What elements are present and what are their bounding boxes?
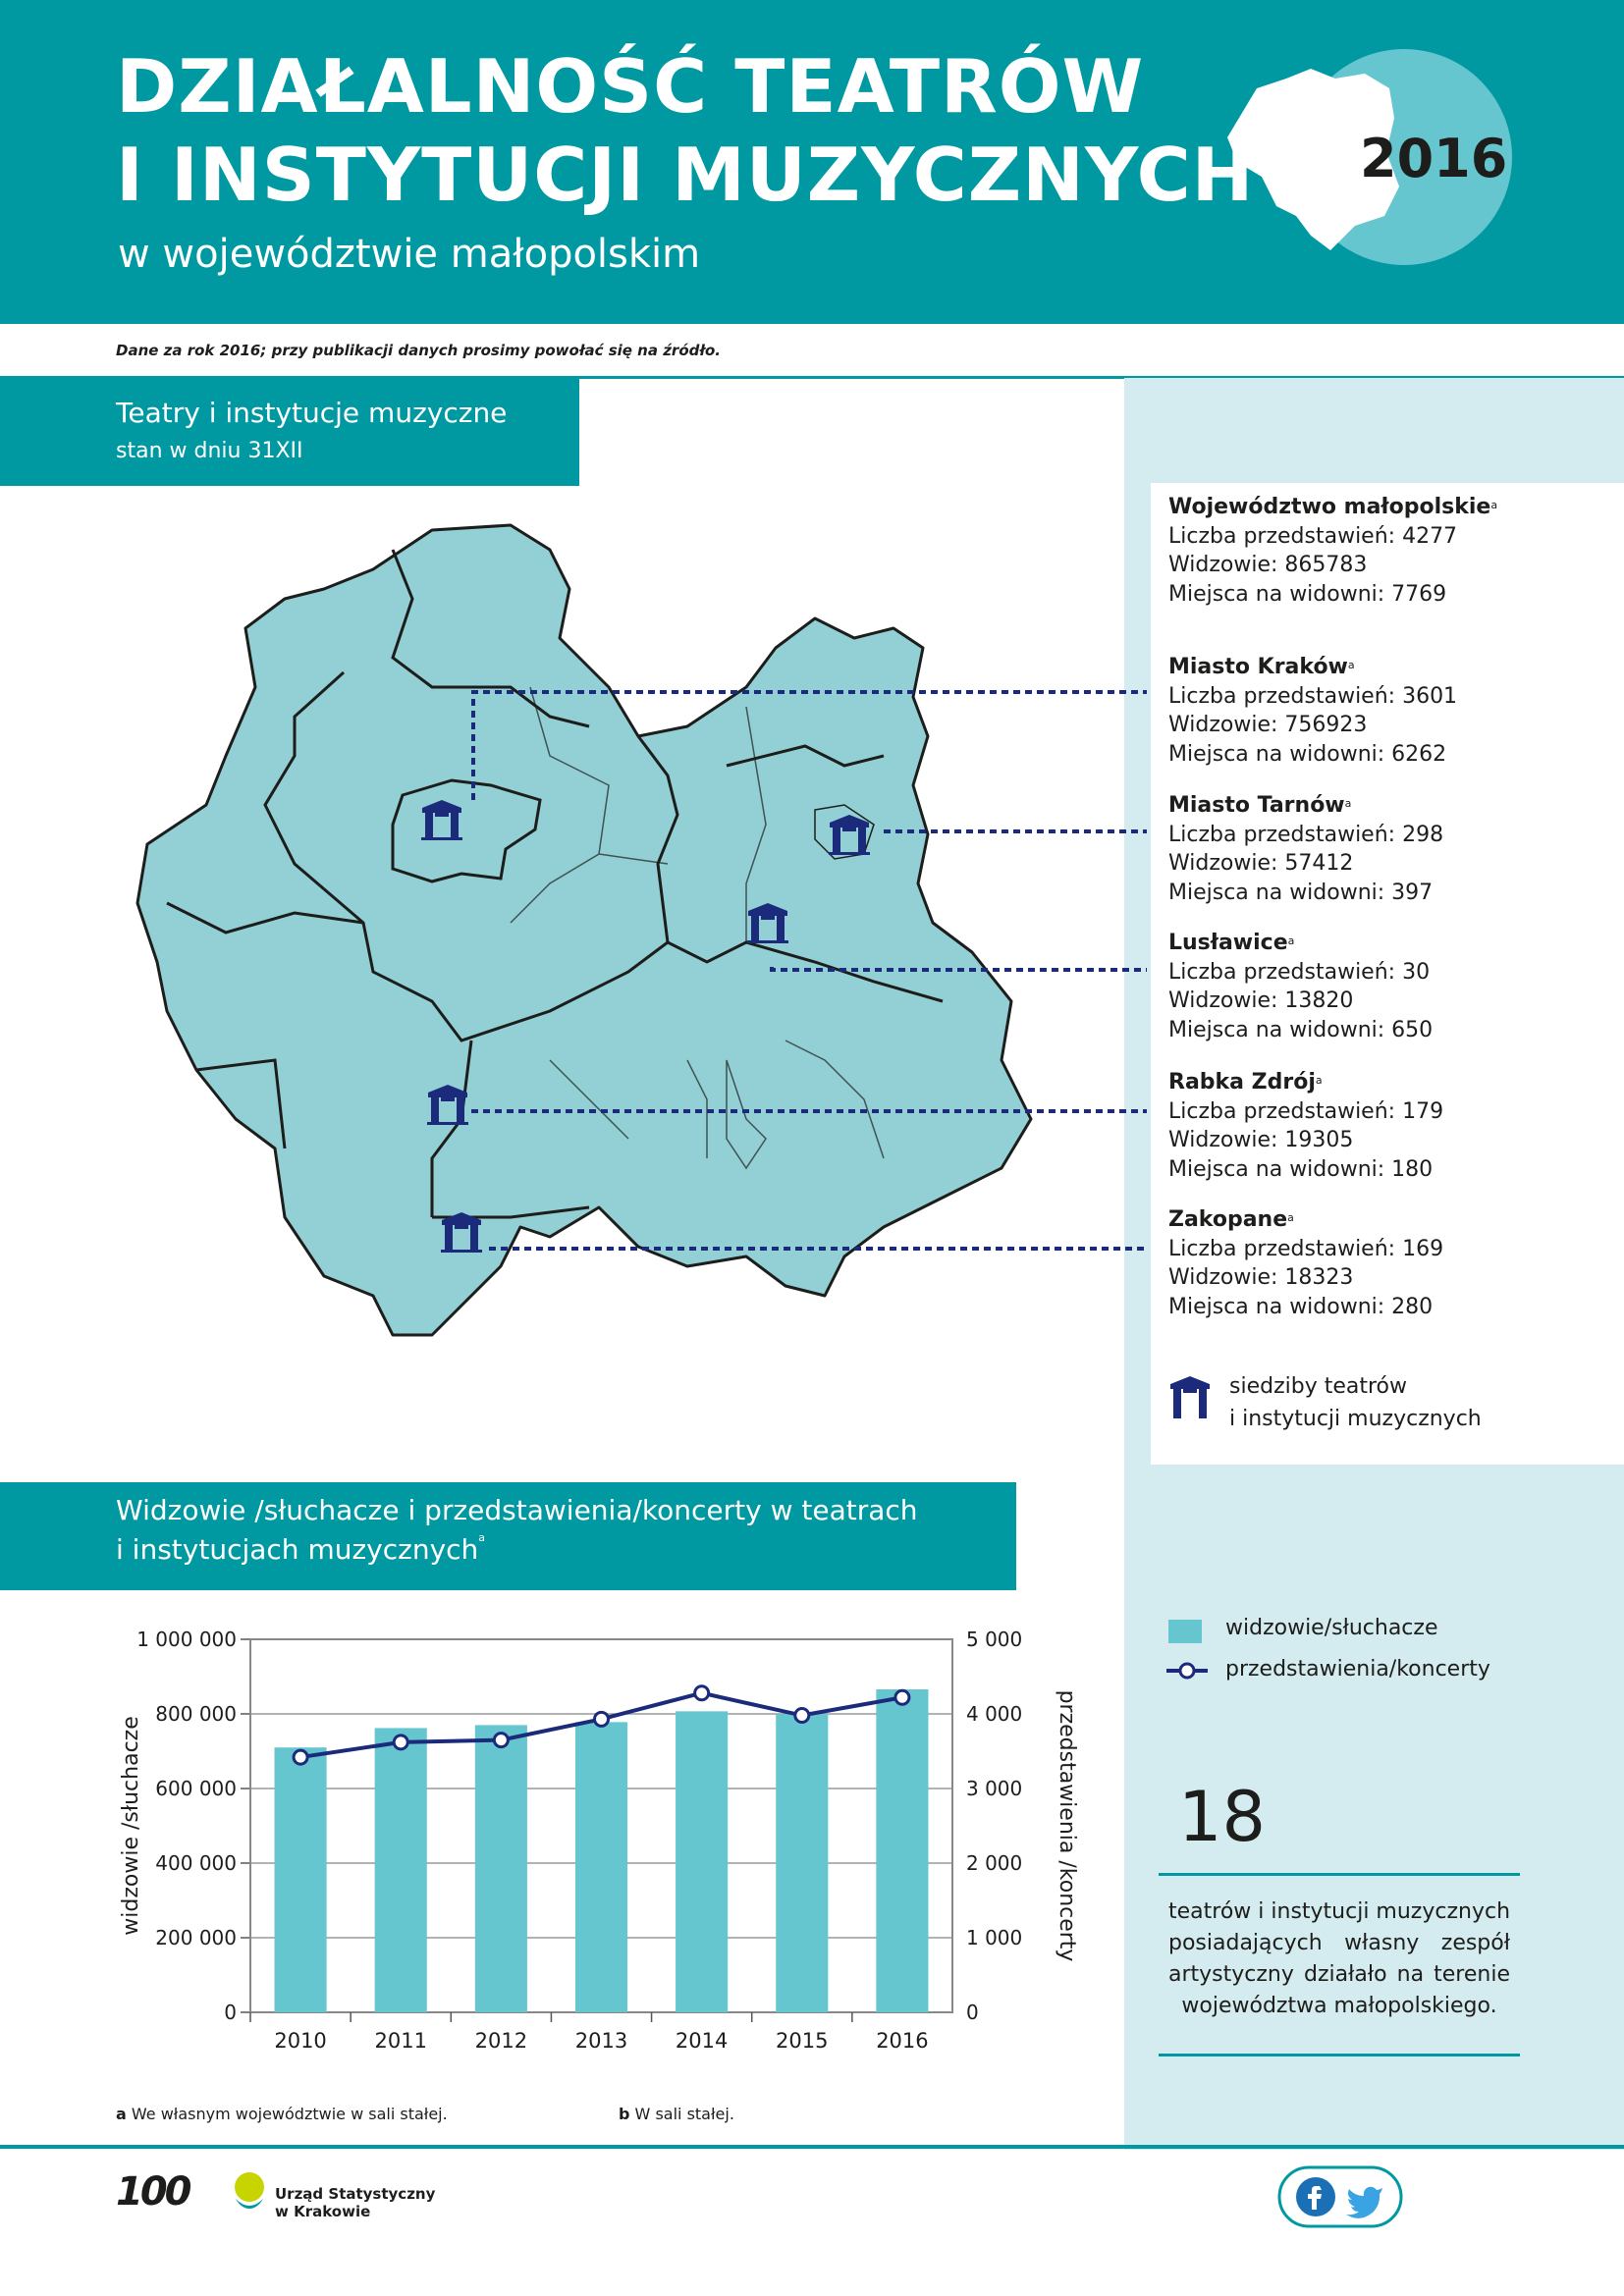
y-tick-label: 800 000: [155, 1702, 237, 1726]
line-point: [394, 1735, 407, 1749]
y2-tick-label: 4 000: [966, 1702, 1023, 1726]
location-zakopane: Zakopane$^a$ Liczba przedstawień: 169 Widzowie: 18323 Miejsca na widowni: 280: [1168, 1205, 1443, 1321]
x-tick-label: 2012: [474, 2029, 528, 2053]
twitter-icon[interactable]: [1346, 2187, 1382, 2218]
facebook-icon[interactable]: [1296, 2177, 1335, 2216]
fact-divider-bottom: [1159, 2054, 1520, 2056]
office-name-line1: Urząd Statystyczny: [275, 2185, 436, 2203]
social-links: [1276, 2164, 1404, 2229]
chart-section-title-line2: i instytucjach muzycznych$^a$: [116, 1531, 486, 1566]
line-point: [294, 1750, 307, 1764]
location-krakow: Miasto Kraków$^a$ Liczba przedstawień: 3601 Widzowie: 756923 Miejsca na widowni: 6262: [1168, 653, 1457, 769]
y-tick-label: 400 000: [155, 1851, 237, 1875]
footnote-b: [619, 2105, 734, 2123]
x-tick-label: 2010: [274, 2029, 327, 2053]
fact-number: 18: [1178, 1777, 1267, 1857]
footnote-a: [116, 2105, 448, 2123]
location-audience: Widzowie: 756923: [1168, 713, 1368, 737]
location-name: Zakopane: [1168, 1207, 1288, 1232]
location-seats: Miejsca na widowni: 180: [1168, 1156, 1434, 1182]
y-tick-label: 0: [224, 2001, 237, 2024]
fact-text: teatrów i instytucji muzycznych posiadających własny zespół artystyczny działało na terenie województwa małopolskiego.: [1168, 1899, 1511, 2018]
bar: [575, 1722, 627, 2012]
location-performances: Liczba przedstawień: 30: [1168, 959, 1431, 985]
x-tick-label: 2015: [776, 2029, 829, 2053]
y2-axis-label: przedstawienia /koncerty: [1055, 1689, 1079, 1962]
location-performances: Liczba przedstawień: 4277: [1168, 523, 1458, 549]
y-tick-label: 1 000 000: [136, 1628, 237, 1651]
location-audience: Widzowie: 57412: [1168, 851, 1354, 876]
map-legend-line2: i instytucji muzycznych: [1229, 1407, 1482, 1431]
legend-line-label: przedstawienia/koncerty: [1225, 1657, 1490, 1682]
gus-100-logo: 100: [116, 2169, 189, 2215]
fact-divider-top: [1159, 1873, 1520, 1876]
bar: [676, 1711, 728, 2012]
y2-tick-label: 0: [966, 2001, 979, 2024]
y-tick-label: 200 000: [155, 1926, 237, 1949]
map-section-subtitle: stan w dniu 31XII: [116, 439, 303, 463]
legend-line-swatch: [1164, 1659, 1210, 1682]
x-tick-label: 2014: [675, 2029, 729, 2053]
bar: [375, 1728, 427, 2012]
location-seats: Miejsca na widowni: 280: [1168, 1294, 1434, 1319]
theatre-icon: [1170, 1376, 1210, 1421]
y2-tick-label: 5 000: [966, 1628, 1023, 1651]
footnote-b-text: W sali stałej.: [634, 2105, 734, 2123]
x-tick-label: 2011: [374, 2029, 427, 2053]
location-audience: Widzowie: 13820: [1168, 988, 1354, 1013]
gus-logo-icon: [228, 2169, 271, 2213]
location-luslawice: Lusławice$^a$ Liczba przedstawień: 30 Widzowie: 13820 Miejsca na widowni: 650: [1168, 929, 1433, 1044]
location-wojewodztwo: Województwo małopolskie$^a$ Liczba przedstawień: 4277 Widzowie: 865783 Miejsca na widowni: 7769: [1168, 493, 1497, 609]
location-name: Miasto Tarnów: [1168, 793, 1345, 818]
location-seats: Miejsca na widowni: 650: [1168, 1017, 1434, 1042]
map-legend-text: [1229, 1370, 1482, 1435]
x-tick-label: 2016: [876, 2029, 929, 2053]
source-note: Dane za rok 2016; przy publikacji danych prosimy powołać się na źródło.: [116, 342, 721, 359]
y2-tick-label: 3 000: [966, 1777, 1023, 1800]
bar: [876, 1689, 928, 2012]
y2-tick-label: 1 000: [966, 1926, 1023, 1949]
footnote-a-text: We własnym województwie w sali stałej.: [131, 2105, 448, 2123]
line-point: [695, 1686, 709, 1700]
page-subtitle: w województwie małopolskim: [118, 232, 701, 277]
line-point: [595, 1712, 609, 1726]
location-seats: Miejsca na widowni: 6262: [1168, 741, 1447, 767]
y-axis-label: widzowie /słuchacze: [119, 1716, 143, 1936]
x-tick-label: 2013: [574, 2029, 628, 2053]
location-name: Miasto Kraków: [1168, 655, 1348, 679]
page-title-line1: DZIAŁALNOŚĆ TEATRÓW: [116, 43, 1145, 130]
line-point: [795, 1709, 809, 1723]
bar: [275, 1747, 327, 2012]
y-tick-label: 600 000: [155, 1777, 237, 1800]
location-performances: Liczba przedstawień: 179: [1168, 1098, 1444, 1124]
report-year: 2016: [1360, 128, 1508, 189]
divider-bottom: [0, 2145, 1624, 2149]
page-title-line2: I INSTYTUCJI MUZYCZNYCH: [116, 132, 1255, 218]
location-performances: Liczba przedstawień: 3601: [1168, 683, 1458, 709]
location-seats: Miejsca na widowni: 7769: [1168, 581, 1447, 607]
map-section-header: [0, 378, 579, 486]
bar: [475, 1725, 527, 2012]
footnote-a-mark: a: [116, 2105, 127, 2123]
bar: [776, 1714, 828, 2012]
location-name: Lusławice: [1168, 931, 1288, 955]
office-name: [275, 2185, 435, 2220]
location-tarnow: Miasto Tarnów$^a$ Liczba przedstawień: 298 Widzowie: 57412 Miejsca na widowni: 397: [1168, 791, 1443, 907]
chart-section-title-text: i instytucjach muzycznych: [116, 1533, 479, 1566]
location-rabka: Rabka Zdrój$^a$ Liczba przedstawień: 179 Widzowie: 19305 Miejsca na widowni: 180: [1168, 1068, 1443, 1184]
location-name: Rabka Zdrój: [1168, 1070, 1316, 1095]
footnote-b-mark: b: [619, 2105, 630, 2123]
combo-chart: [98, 1610, 1100, 2061]
line-point: [494, 1734, 508, 1747]
legend-bar-swatch: [1168, 1620, 1202, 1643]
location-audience: Widzowie: 19305: [1168, 1128, 1354, 1152]
location-name: Województwo małopolskie: [1168, 495, 1491, 519]
chart-section-title-line1: Widzowie /słuchacze i przedstawienia/koncerty w teatrach: [116, 1494, 918, 1526]
y2-tick-label: 2 000: [966, 1851, 1023, 1875]
office-name-line2: w Krakowie: [275, 2203, 371, 2220]
location-audience: Widzowie: 18323: [1168, 1265, 1354, 1290]
location-seats: Miejsca na widowni: 397: [1168, 880, 1434, 905]
map-legend-line1: siedziby teatrów: [1229, 1374, 1407, 1399]
legend-bar-label: widzowie/słuchacze: [1225, 1616, 1438, 1640]
map-section-title: Teatry i instytucje muzyczne: [116, 397, 508, 429]
region-map: [0, 510, 1151, 1355]
location-performances: Liczba przedstawień: 298: [1168, 822, 1444, 847]
line-point: [895, 1690, 909, 1704]
location-performances: Liczba przedstawień: 169: [1168, 1236, 1444, 1261]
location-audience: Widzowie: 865783: [1168, 553, 1368, 577]
